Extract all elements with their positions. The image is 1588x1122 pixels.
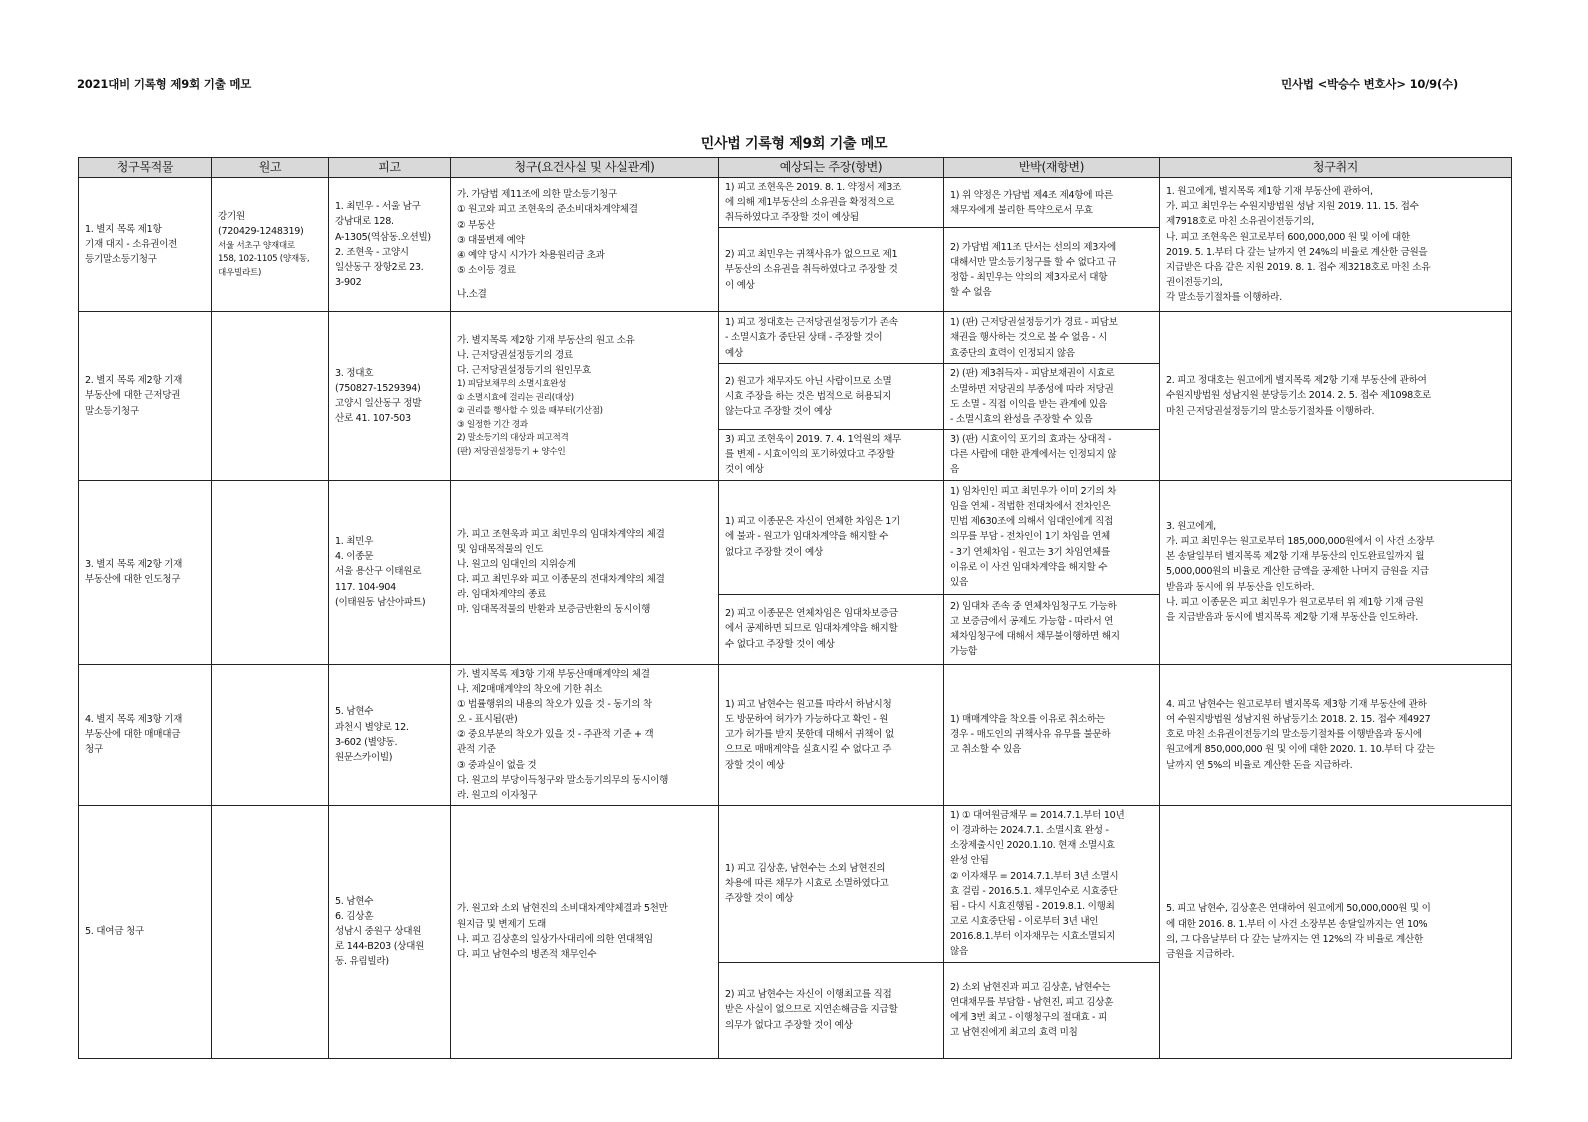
- text-line: 기재 대지 - 소유권이전: [85, 239, 178, 251]
- text-line: (720429-1248319): [218, 226, 304, 238]
- text-line: 가. 피고 조현욱과 피고 최민우의 임대차계약의 체결: [457, 528, 665, 540]
- cell-rebuttal: [944, 664, 1160, 805]
- text-line: 일산동구 장항2로 23.: [335, 261, 424, 273]
- text-line: 나.소결: [457, 289, 487, 301]
- text-line: 청구: [85, 744, 103, 756]
- cell-claim: [451, 480, 719, 664]
- text-line: 라. 원고의 이자청구: [457, 789, 537, 801]
- text-line: 서울 용산구 이태원로: [335, 566, 422, 578]
- text-line: 에서 공제하면 되므로 임대차계약을 해지할: [725, 623, 898, 635]
- text-line: 채무자에게 불리한 특약으로서 무효: [950, 204, 1093, 216]
- text-line: 고가 허가를 받지 못한데 대해서 귀책이 없: [725, 729, 894, 741]
- text-line: 이유로 이 사건 임대차계약을 해지할 수: [950, 561, 1108, 573]
- header-right: 민사법 <박승수 변호사> 10/9(수): [1281, 77, 1458, 91]
- text-line: ② 이자채무 = 2014.7.1.부터 3년 소멸시: [950, 870, 1119, 882]
- cell-defense: [719, 594, 944, 664]
- table-header-row: [79, 158, 1512, 178]
- text-line: 과천시 별양로 12.: [335, 721, 409, 733]
- text-line: 금원을 지급하라.: [1166, 948, 1235, 960]
- cell-defendant: [329, 178, 451, 312]
- cell-object: [79, 178, 212, 312]
- text-line: 고 보증금에서 공제도 가능함 - 따라서 연: [950, 615, 1114, 627]
- text-line: 도 방문하여 허가가 가능하다고 확인 - 원: [725, 714, 889, 726]
- text-line: 나. 피고 김상훈의 일상가사대리에 의한 연대책임: [457, 933, 653, 945]
- text-line: 고양시 일산동구 정발: [335, 398, 422, 410]
- text-line: 나. 제2매매계약의 착오에 기한 취소: [457, 683, 603, 695]
- text-line: 로 144-B203 (상대원: [335, 941, 425, 953]
- cell-defense: [719, 805, 944, 962]
- text-line: 성남시 중원구 상대원: [335, 926, 422, 938]
- text-line: 에게 3번 최고 - 이행청구의 절대효 - 피: [950, 1012, 1107, 1024]
- text-line: 수원지방법원 성남지원 분당등기소 2014. 2. 5. 접수 제1098호로: [1166, 390, 1431, 402]
- text-line: 고 취소할 수 있음: [950, 744, 1022, 756]
- cell-rebuttal: [944, 962, 1160, 1058]
- cell-purpose: [1160, 312, 1512, 480]
- text-line: 날까지 연 5%의 비율로 계산한 돈을 지급하라.: [1166, 759, 1353, 771]
- text-line: 1) 피담보채무의 소멸시효완성: [457, 379, 567, 390]
- text-line: 부동산에 대한 근저당권: [85, 390, 181, 402]
- cell-rebuttal: [944, 480, 1160, 594]
- text-line: 임을 연체 - 적법한 전대차에서 전차인은: [950, 501, 1111, 513]
- text-line: 의, 그 다음날부터 다 갚는 날까지는 연 12%의 각 비율로 계산한: [1166, 933, 1423, 945]
- text-line: 마친 근저당권설정등기의 말소등기절차를 이행하라.: [1166, 405, 1375, 417]
- cell-object: [79, 664, 212, 805]
- text-line: 2019. 5. 1.부터 다 갚는 날까지 연 24%의 비율로 계산한 금원을: [1166, 246, 1428, 258]
- text-line: 1. 원고에게, 별지목록 제1항 기재 부동산에 관하여,: [1166, 186, 1373, 198]
- text-line: 예상: [725, 347, 743, 359]
- cell-rebuttal: [944, 178, 1160, 228]
- cell-claim: [451, 178, 719, 312]
- text-line: 취득하였다고 주장할 것이 예상됨: [725, 212, 859, 224]
- text-line: 경우 - 매도인의 귀책사유 유무를 불문하: [950, 729, 1111, 741]
- text-line: 나. 피고 조현욱은 원고로부터 600,000,000 원 및 이에 대한: [1166, 231, 1410, 243]
- text-line: 도 소멸 - 직접 이익을 받는 관계에 있음: [950, 398, 1107, 410]
- cell-defense: [719, 962, 944, 1058]
- text-line: - 소멸시효가 중단된 상태 - 주장할 것이: [725, 332, 883, 344]
- text-line: 다. 피고 남현수의 병존적 채무인수: [457, 948, 597, 960]
- column-header: 원고: [212, 158, 329, 178]
- text-line: 라. 임대차계약의 종료: [457, 589, 546, 601]
- text-line: 것이 예상: [725, 464, 764, 476]
- text-line: 나. 근저당권설정등기의 경료: [457, 349, 573, 361]
- text-line: 부동산에 대한 매매대금: [85, 729, 181, 741]
- text-line: 2) 소외 남현진과 피고 김상훈, 남현수는: [950, 981, 1111, 993]
- text-line: 5. 남현수: [335, 895, 374, 907]
- text-line: 1) 피고 김상훈, 남현수는 소외 남현진의: [725, 863, 886, 875]
- text-line: 2. 피고 정대호는 원고에게 별지목록 제2항 기재 부동산에 관하여: [1166, 375, 1427, 387]
- text-line: 1) 피고 조현욱은 2019. 8. 1. 약정서 제3조: [725, 182, 902, 193]
- text-line: 2) 원고가 채무자도 아닌 사람이므로 소멸: [725, 376, 892, 388]
- cell-defense: [719, 178, 944, 228]
- header-left: 2021대비 기록형 제9회 기출 메모: [77, 77, 252, 91]
- cell-object: [79, 805, 212, 1058]
- text-line: ④ 예약 당시 시가가 차용원리금 초과: [457, 249, 605, 261]
- text-line: 주장할 것이 예상: [725, 893, 794, 905]
- text-line: 2) 가담법 제11조 단서는 선의의 제3자에: [950, 241, 1116, 253]
- cell-defendant: [329, 664, 451, 805]
- text-line: 지급받은 다음 같은 지원 2019. 8. 1. 접수 제3218호로 마친 소유: [1166, 261, 1431, 273]
- cell-rebuttal: [944, 312, 1160, 364]
- cell-purpose: [1160, 178, 1512, 312]
- text-line: 나. 원고의 임대인의 지위승계: [457, 558, 576, 570]
- text-line: 나. 피고 이종문은 피고 최민우가 원고로부터 위 제1항 기재 금원: [1166, 596, 1424, 608]
- text-line: 부동산의 소유권을 취득하였다고 주장할 것: [725, 264, 898, 276]
- text-line: 에 의해 제1부동산의 소유권을 확정적으로: [725, 197, 895, 209]
- text-line: 소장제출시인 2020.1.10. 현재 소멸시효: [950, 840, 1115, 852]
- text-line: ③ 중과실이 없을 것: [457, 759, 537, 771]
- text-line: ② 권리를 행사할 수 있을 때부터(기산점): [457, 406, 603, 417]
- text-line: 3. 원고에게,: [1166, 521, 1216, 533]
- text-line: 1) (판) 근저당권설정등기가 경료 - 피담보: [950, 317, 1118, 329]
- cell-claim: [451, 805, 719, 1058]
- text-line: 대해서만 말소등기청구를 할 수 없다고 규: [950, 256, 1117, 268]
- text-line: 가. 피고 최민우는 수원지방법원 성남 지원 2019. 11. 15. 접수: [1166, 201, 1419, 213]
- text-line: 있음: [950, 576, 968, 588]
- text-line: ③ 일정한 기간 경과: [457, 419, 528, 430]
- cell-rebuttal: [944, 805, 1160, 962]
- text-line: 2) (판) 제3취득자 - 피담보채권이 시효로: [950, 368, 1115, 380]
- text-line: 다. 피고 최민우와 피고 이종문의 전대차계약의 체결: [457, 574, 665, 586]
- cell-plaintiff: [212, 480, 329, 664]
- text-line: 3-602 (별양동.: [335, 736, 398, 748]
- text-line: 의무가 없다고 주장할 것이 예상: [725, 1019, 853, 1031]
- cell-claim: [451, 312, 719, 480]
- cell-plaintiff: [212, 805, 329, 1058]
- text-line: 오 - 표시됨(판): [457, 714, 518, 726]
- cell-defense: [719, 312, 944, 364]
- text-line: 1) 피고 이종문은 자신이 연체한 차임은 1기: [725, 516, 901, 528]
- text-line: ② 부동산: [457, 219, 495, 231]
- cell-rebuttal: [944, 228, 1160, 312]
- text-line: (750827-1529394): [335, 382, 421, 394]
- text-line: 1. 최민우: [335, 536, 374, 548]
- text-line: A-1305(역삼동.오션빌): [335, 231, 431, 243]
- cell-purpose: [1160, 664, 1512, 805]
- cell-rebuttal: [944, 364, 1160, 430]
- text-line: 않음: [950, 946, 968, 958]
- text-line: 2016.8.1.부터 이자채무는 시효소멸되지: [950, 931, 1116, 943]
- table-row: [79, 664, 1512, 805]
- text-line: 3. 별지 목록 제2항 기재: [85, 558, 183, 570]
- text-line: 대우빌라트): [218, 267, 262, 278]
- text-line: (이태원동 남산아파트): [335, 596, 426, 608]
- text-line: 효 걸림 - 2016.5.1. 채무인수로 시효중단: [950, 885, 1118, 897]
- text-line: ① 소멸시효에 걸리는 권리(대상): [457, 392, 574, 403]
- text-line: 서울 서초구 양재대로: [218, 240, 295, 251]
- text-line: 4. 피고 남현수는 원고로부터 별지목록 제3항 기재 부동산에 관하: [1166, 698, 1427, 710]
- text-line: 3-902: [335, 277, 362, 289]
- text-line: 받음과 동시에 위 부동산을 인도하라.: [1166, 581, 1315, 593]
- text-line: 2) 피고 최민우는 귀책사유가 없으므로 제1: [725, 249, 898, 261]
- text-line: ① 원고와 피고 조현욱의 준소비대차계약체결: [457, 204, 638, 216]
- text-line: - 3기 연체차임 - 원고는 3기 차임연체를: [950, 546, 1110, 558]
- text-line: 동. 유림빌라): [335, 956, 389, 968]
- text-line: 차용에 따른 채무가 시효로 소멸하였다고: [725, 878, 889, 890]
- text-line: 2. 별지 목록 제2항 기재: [85, 375, 183, 387]
- text-line: 음: [950, 464, 959, 476]
- text-line: 권이전등기의,: [1166, 277, 1223, 289]
- text-line: 체차임청구에 대해서 채무불이행하면 해지: [950, 631, 1120, 643]
- text-line: 강남대로 128.: [335, 216, 394, 228]
- memo-table-body: [79, 178, 1512, 1059]
- text-line: 가. 별지목록 제3항 기재 부동산매매계약의 체결: [457, 668, 650, 680]
- text-line: 원지급 및 변제기 도래: [457, 918, 546, 930]
- column-header: 피고: [329, 158, 451, 178]
- text-line: 가능함: [950, 646, 977, 658]
- text-line: 마. 임대목적물의 반환과 보증금반환의 동시이행: [457, 604, 651, 616]
- text-line: 완성 안됨: [950, 855, 989, 867]
- text-line: 않는다고 주장할 것이 예상: [725, 406, 832, 418]
- text-line: 에 대한 2016. 8. 1.부터 이 사건 소장부본 송달일까지는 연 10%: [1166, 918, 1428, 930]
- text-line: 다. 근저당권설정등기의 원인무효: [457, 364, 591, 376]
- text-line: 1. 최민우 - 서울 남구: [335, 201, 421, 213]
- memo-table: [78, 157, 1512, 1059]
- text-line: 5. 대여금 청구: [85, 926, 144, 938]
- text-line: (판) 저당권설정등기 + 양수인: [457, 446, 566, 457]
- text-line: 이 경과하는 2024.7.1. 소멸시효 완성 -: [950, 825, 1109, 837]
- column-header: 청구(요건사실 및 사실관계): [451, 158, 719, 178]
- text-line: 호로 마친 소유권이전등기의 말소등기절차를 이행받음과 동시에: [1166, 729, 1422, 741]
- text-line: 없다고 주장할 것이 예상: [725, 546, 823, 558]
- text-line: 3) 피고 조현욱이 2019. 7. 4. 1억원의 채무: [725, 434, 902, 446]
- cell-plaintiff: [212, 178, 329, 312]
- table-row: [79, 312, 1512, 364]
- text-line: 1. 별지 목록 제1항: [85, 224, 162, 235]
- text-line: 3. 정대호: [335, 367, 374, 379]
- text-line: 여 수원지방법원 성남지원 하남등기소 2018. 2. 15. 접수 제4927: [1166, 714, 1431, 726]
- text-line: 제7918호로 마친 소유권이전등기의,: [1166, 216, 1315, 228]
- text-line: 부동산에 대한 인도청구: [85, 574, 181, 586]
- text-line: 산로 41. 107-503: [335, 413, 411, 425]
- text-line: 다른 사람에 대한 관계에서는 인정되지 않: [950, 449, 1117, 461]
- text-line: 민법 제630조에 의해서 임대인에게 직접: [950, 516, 1113, 528]
- text-line: 각 말소등기절차를 이행하라.: [1166, 292, 1282, 304]
- cell-defense: [719, 480, 944, 594]
- cell-rebuttal: [944, 430, 1160, 480]
- line-gap: [457, 278, 712, 287]
- cell-purpose: [1160, 805, 1512, 1058]
- text-line: 1) ① 대여원금채무 = 2014.7.1.부터 10년: [950, 809, 1125, 821]
- text-line: ⑤ 소이등 경료: [457, 264, 516, 276]
- text-line: 가. 원고와 소외 남현진의 소비대차계약체결과 5천만: [457, 903, 668, 915]
- text-line: 5,000,000원의 비율로 계산한 금액을 공제한 나머지 금원을 지급: [1166, 566, 1429, 578]
- text-line: 말소등기청구: [85, 405, 139, 417]
- text-line: 원고에게 850,000,000 원 및 이에 대한 2020. 1. 10.부터 다 갚는: [1166, 744, 1435, 756]
- text-line: 고로 시효중단됨 - 이로부터 3년 내인: [950, 916, 1099, 928]
- cell-defense: [719, 228, 944, 312]
- text-line: 본 송달일부터 별지목록 제2항 기재 부동산의 인도완료일까지 월: [1166, 551, 1425, 563]
- column-header: 청구취지: [1160, 158, 1512, 178]
- text-line: 2) 임대차 존속 중 연체차임청구도 가능하: [950, 600, 1117, 612]
- text-line: 됨 - 다시 시효진행됨 - 2019.8.1. 이행최: [950, 900, 1115, 912]
- text-line: 의무를 부담 - 전차인이 1기 차임을 연체: [950, 531, 1110, 543]
- text-line: 수 없다고 주장할 것이 예상: [725, 638, 835, 650]
- text-line: ② 중요부분의 착오가 있을 것 - 주관적 기준 + 객: [457, 729, 654, 741]
- text-line: 이 예상: [725, 279, 755, 291]
- text-line: - 소멸시효의 완성을 주장할 수 있음: [950, 413, 1093, 425]
- cell-plaintiff: [212, 664, 329, 805]
- text-line: 를 변제 - 시효이익의 포기하였다고 주장할: [725, 449, 895, 461]
- text-line: 158, 102-1105 (양재동,: [218, 254, 310, 265]
- text-line: 다. 원고의 부당이득청구와 말소등기의무의 동시이행: [457, 774, 669, 786]
- text-line: 4. 이종문: [335, 551, 374, 563]
- text-line: 1) 피고 남현수는 원고를 따라서 하남시청: [725, 698, 892, 710]
- text-line: 받은 사실이 없으므로 지연손해금을 지급할: [725, 1004, 898, 1016]
- text-line: 효중단의 효력이 인정되지 않음: [950, 347, 1075, 359]
- table-row: [79, 480, 1512, 594]
- text-line: 시효 주장을 하는 것은 법적으로 허용되지: [725, 391, 892, 403]
- text-line: 2) 피고 남현수는 자신이 이행최고를 직접: [725, 989, 892, 1001]
- table-row: [79, 178, 1512, 228]
- text-line: 5. 피고 남현수, 김상훈은 연대하여 원고에게 50,000,000원 및 이: [1166, 903, 1431, 915]
- text-line: ① 법률행위의 내용의 착오가 있을 것 - 동기의 착: [457, 698, 652, 710]
- text-line: 가. 피고 최민우는 원고로부터 185,000,000원에서 이 사건 소장부: [1166, 536, 1435, 548]
- text-line: 1) 매매계약을 착오를 이유로 취소하는: [950, 714, 1105, 726]
- cell-purpose: [1160, 480, 1512, 664]
- text-line: 6. 김상훈: [335, 911, 374, 923]
- text-line: 고 남현진에게 최고의 효력 미침: [950, 1027, 1078, 1039]
- text-line: 가. 별지목록 제2항 기재 부동산의 원고 소유: [457, 334, 635, 346]
- cell-defendant: [329, 480, 451, 664]
- text-line: 1) 위 약정은 가담법 제4조 제4항에 따른: [950, 189, 1113, 201]
- cell-object: [79, 312, 212, 480]
- cell-object: [79, 480, 212, 664]
- text-line: 소멸하면 저당권의 부종성에 따라 저당권: [950, 383, 1114, 395]
- cell-defense: [719, 430, 944, 480]
- text-line: ③ 대물변제 예약: [457, 234, 525, 246]
- text-line: 3) (판) 시효이익 포기의 효과는 상대적 -: [950, 434, 1112, 446]
- text-line: 4. 별지 목록 제3항 기재: [85, 714, 183, 726]
- page-title: 민사법 기록형 제9회 기출 메모: [700, 136, 888, 152]
- column-header: 청구목적물: [79, 158, 212, 178]
- text-line: 원문스카이빌): [335, 751, 393, 763]
- cell-defendant: [329, 312, 451, 480]
- text-line: 정함 - 최민우는 악의의 제3자로서 대항: [950, 271, 1108, 283]
- text-line: 가. 가담법 제11조에 의한 말소등기청구: [457, 189, 617, 201]
- cell-defense: [719, 364, 944, 430]
- text-line: 연대채무를 부담함 - 남현진, 피고 김상훈: [950, 996, 1114, 1008]
- text-line: 장할 것이 예상: [725, 759, 785, 771]
- text-line: 으므로 매매계약을 실효시킬 수 없다고 주: [725, 744, 892, 756]
- text-line: 관적 기준: [457, 744, 496, 756]
- text-line: 1) 피고 정대호는 근저당권설정등기가 존속: [725, 317, 898, 329]
- text-line: 채권을 행사하는 것으로 볼 수 없음 - 시: [950, 332, 1107, 344]
- cell-claim: [451, 664, 719, 805]
- text-line: 등기말소등기청구: [85, 254, 157, 266]
- text-line: 강기원: [218, 211, 245, 223]
- text-line: 2) 피고 이종문은 연체차임은 임대차보증금: [725, 608, 898, 620]
- text-line: 2. 조현욱 - 고양시: [335, 246, 409, 258]
- text-line: 2) 말소등기의 대상과 피고적격: [457, 433, 569, 444]
- cell-defendant: [329, 805, 451, 1058]
- text-line: 에 불과 - 원고가 임대차계약을 해지할 수: [725, 531, 889, 543]
- cell-rebuttal: [944, 594, 1160, 664]
- text-line: 및 임대목적물의 인도: [457, 543, 544, 555]
- text-line: 1) 임차인인 피고 최민우가 이미 2기의 차: [950, 486, 1117, 498]
- text-line: 할 수 없음: [950, 287, 992, 299]
- column-header: 예상되는 주장(항변): [719, 158, 944, 178]
- text-line: 117. 104-904: [335, 581, 396, 593]
- column-header: 반박(재항변): [944, 158, 1160, 178]
- text-line: 5. 남현수: [335, 706, 374, 718]
- text-line: 을 지급받음과 동시에 별지목록 제2항 기재 부동산을 인도하라.: [1166, 611, 1418, 623]
- table-row: [79, 805, 1512, 962]
- cell-defense: [719, 664, 944, 805]
- cell-plaintiff: [212, 312, 329, 480]
